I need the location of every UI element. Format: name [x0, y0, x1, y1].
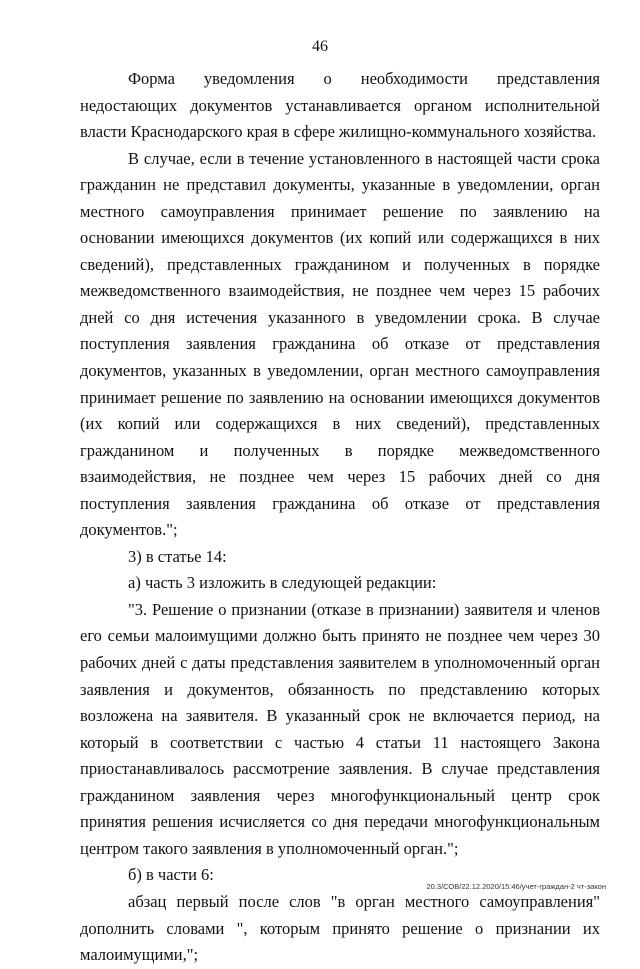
document-footer-code: 20.3/СОВ/22.12.2020/15:46/учет-граждан-2 чт-закон — [426, 882, 606, 891]
paragraph-notice-form: Форма уведомления о необходимости представления недостающих документов устанавливается органом исполнительной власти Краснодарского края в сфере жилищно-коммунального хозяйства. — [80, 69, 600, 142]
paragraph-part-3-intro: а) часть 3 изложить в следующей редакции: — [128, 573, 437, 593]
paragraph-part-6-intro: б) в части 6: — [128, 865, 214, 885]
document-body — [80, 66, 600, 969]
paragraph-part-3-text: "3. Решение о признании (отказе в признании) заявителя и членов его семьи малоимущими должно быть принято не позднее чем через 30 рабочих дней с даты представления заявителем в уполномоченный орган заявления и документов, обязанность по представлению которых возложена на заявителя. В указанный срок не включается период, на который в соответствии с частью 4 статьи 11 настоящего Закона приостанавливалось рассмотрение заявления. В случае представления гражданином заявления через многофункциональный центр срок принятия решения исчисляется со дня передачи многофункциональным центром такого заявления в уполномоченный орган."; — [80, 599, 600, 858]
paragraph-part-6-text: абзац первый после слов "в орган местного самоуправления" дополнить словами ", которым принято решение о признании их малоимущими,"; — [80, 891, 600, 965]
paragraph-deadline-rules: В случае, если в течение установленного в настоящей части срока гражданин не представил документы, указанные в уведомлении, орган местного самоуправления принимает решение по заявлению на основании имеющихся документов (их копий или содержащихся в них сведений), представленных гражданином и полученных в порядке межведомственного взаимодействия, не позднее чем через 15 рабочих дней со дня истечения указанного в уведомлении срока. В случае поступления заявления гражданина об отказе от представления документов, указанных в уведомлении, орган местного самоуправления принимает решение по заявлению на основании имеющихся документов (их копий или содержащихся в них сведений), представленных гражданином и полученных в порядке межведомственного взаимодействия, не позднее чем через 15 рабочих дней со дня поступления заявления гражданина об отказе от представления документов."; — [80, 148, 600, 540]
paragraph-article-14: 3) в статье 14: — [128, 546, 227, 566]
page-number: 46 — [312, 38, 328, 55]
